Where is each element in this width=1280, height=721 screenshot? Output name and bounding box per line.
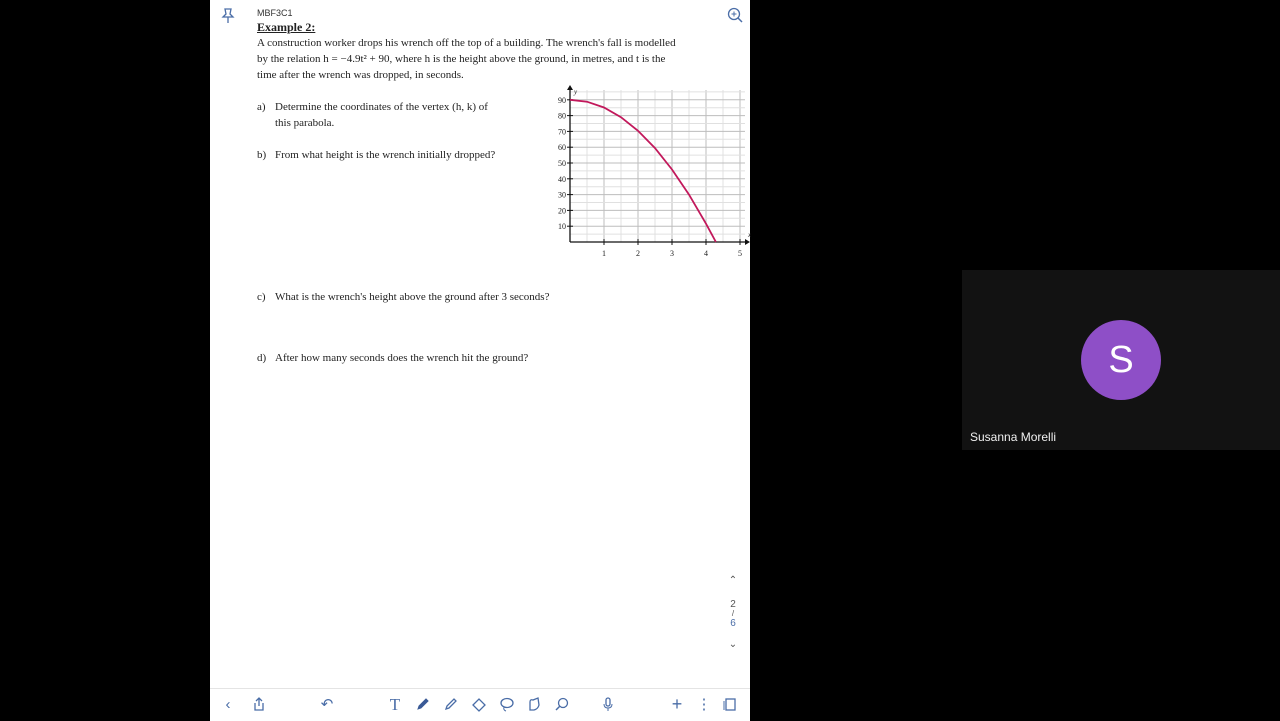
y-tick-label: 10 — [558, 222, 566, 232]
participant-avatar: S — [1081, 320, 1161, 400]
text-tool-icon[interactable]: T — [389, 695, 401, 714]
y-tick-label: 40 — [558, 174, 566, 184]
y-axis-arrow — [567, 85, 573, 90]
y-tick-label: 50 — [558, 159, 566, 168]
y-axis-label: y — [574, 88, 578, 96]
parabola-graph — [540, 84, 750, 259]
problem-line: time after the wrench was dropped, in seconds. — [257, 69, 464, 81]
document-page — [210, 0, 750, 720]
pages-icon[interactable] — [720, 696, 740, 717]
question-b-label: b) — [257, 149, 267, 161]
highlighter-icon[interactable] — [441, 696, 461, 717]
y-tick-label: 80 — [558, 111, 566, 121]
shapes-icon[interactable] — [524, 696, 544, 717]
y-tick-label: 30 — [558, 190, 566, 200]
x-axis-label: x — [748, 231, 752, 239]
question-a-label: a) — [257, 101, 266, 113]
page-navigator — [723, 575, 743, 650]
pen-icon[interactable] — [413, 696, 433, 717]
question-b-text: From what height is the wrench initially dropped? — [275, 149, 496, 161]
page-down-icon[interactable]: ⌄ — [728, 639, 738, 650]
question-d-label: d) — [257, 352, 267, 364]
y-tick-label: 20 — [558, 206, 566, 216]
lasso-icon[interactable] — [497, 696, 517, 717]
x-tick-label: 3 — [670, 249, 674, 258]
y-tick-label: 70 — [558, 127, 566, 137]
total-pages: 6 — [730, 618, 736, 629]
question-a-text: this parabola. — [275, 117, 335, 129]
x-tick-label: 5 — [738, 249, 742, 258]
problem-line: by the relation h = −4.9t² + 90, where h is the height above the ground, in metres, and t is the — [257, 53, 666, 65]
pin-icon[interactable] — [218, 7, 238, 30]
page-up-icon[interactable]: ⌃ — [728, 575, 738, 586]
example-title: Example 2: — [257, 20, 316, 34]
course-code: MBF3C1 — [257, 8, 293, 18]
x-tick-label: 2 — [636, 249, 640, 258]
back-icon[interactable]: ‹ — [225, 696, 231, 713]
question-d-text: After how many seconds does the wrench hit the ground? — [275, 352, 529, 364]
y-tick-label: 60 — [558, 143, 566, 153]
x-tick-label: 4 — [704, 249, 708, 258]
share-icon[interactable] — [249, 696, 269, 717]
y-tick-label: 90 — [558, 95, 566, 105]
laser-icon[interactable] — [552, 696, 572, 717]
x-tick-label: 1 — [602, 249, 606, 258]
microphone-icon[interactable] — [598, 696, 618, 717]
participant-name: Susanna Morelli — [970, 430, 1057, 444]
problem-line: A construction worker drops his wrench off the top of a building. The wrench's fall is modelled — [257, 37, 676, 49]
question-c-label: c) — [257, 291, 266, 303]
page-separator: / — [731, 609, 735, 618]
current-page: 2 — [730, 599, 736, 610]
participant-video-tile — [962, 270, 1280, 450]
eraser-icon[interactable] — [469, 696, 489, 717]
annotation-toolbar — [210, 688, 750, 721]
more-icon[interactable]: ⋮ — [696, 696, 712, 713]
x-axis-arrow — [745, 239, 750, 245]
question-c-text: What is the wrench's height above the ground after 3 seconds? — [275, 291, 550, 303]
undo-icon[interactable]: ↶ — [320, 696, 334, 713]
zoom-icon[interactable] — [725, 6, 745, 29]
question-a-text: Determine the coordinates of the vertex (h, k) of — [275, 101, 488, 113]
add-icon[interactable]: + — [671, 694, 683, 714]
